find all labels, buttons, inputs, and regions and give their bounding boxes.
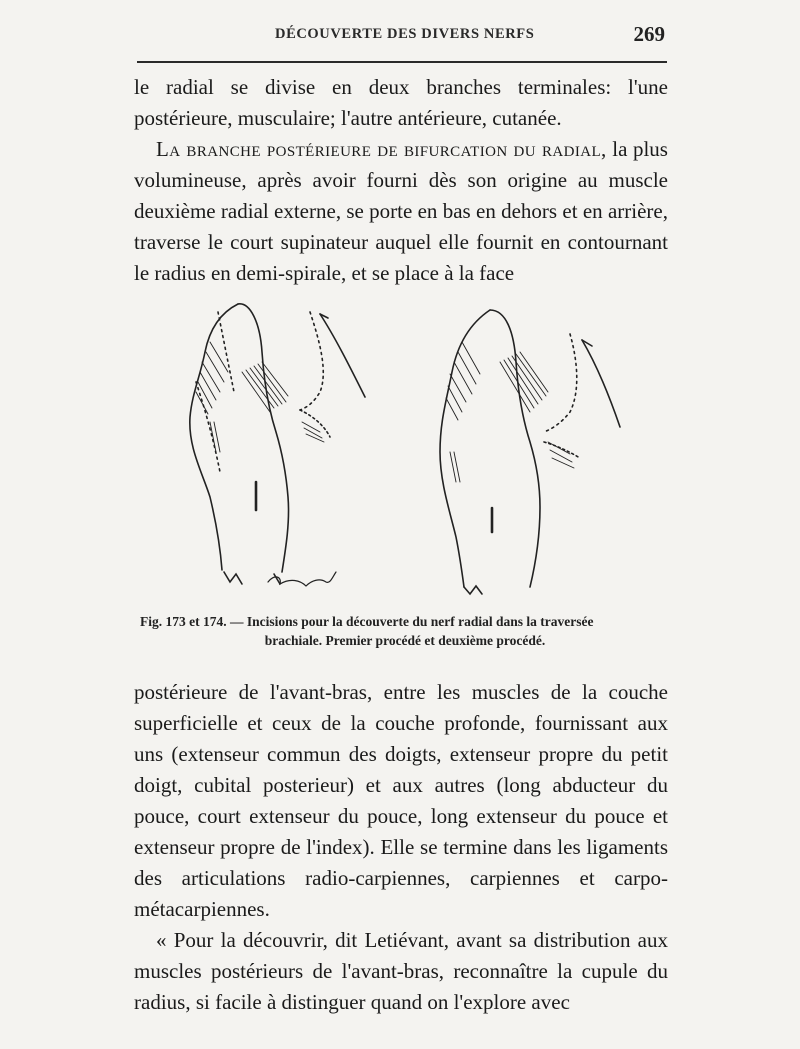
- paragraph-1: le radial se divise en deux branches terminales: l'une postérieure, musculaire; l'autre antérieure, cutanée.: [134, 75, 668, 130]
- hatching-left: [196, 342, 324, 452]
- caption-line-2: brachiale. Premier procédé et deuxième procédé.: [264, 633, 546, 648]
- text-block-top: [134, 72, 668, 289]
- figure-illustration: [150, 282, 670, 612]
- hatching-right: [446, 342, 574, 482]
- caption-line-1: Fig. 173 et 174. — Incisions pour la découverte du nerf radial dans la traversée: [140, 614, 594, 629]
- header-rule: [137, 61, 667, 63]
- artist-signature: [268, 572, 336, 586]
- arm-drawing-right: [440, 310, 620, 594]
- paragraph-2: [134, 134, 668, 289]
- paragraph-3: postérieure de l'avant-bras, entre les muscles de la couche superficielle et ceux de la couche profonde, fournissant aux uns (extenseur commun des doigts, extenseur propre du petit doigt, cubital posterieur) et aux autres (long abducteur du pouce, court extenseur du pouce, long extenseur du pouce et extenseur propre de l'index). Elle se termine dans les ligaments des articulations radio-carpiennes, carpiennes et carpo-métacarpiennes.: [134, 680, 668, 921]
- arm-drawing-left: [190, 304, 365, 584]
- text-block-bottom: [134, 677, 668, 1018]
- running-head: [135, 22, 665, 52]
- arm-drawings: [150, 282, 670, 612]
- paragraph-4: « Pour la découvrir, dit Letiévant, avant sa distribution aux muscles postérieurs de l'avant-bras, reconnaître la cupule du radius, si facile à distinguer quand on l'explore avec: [134, 928, 668, 1014]
- page-number: 269: [633, 22, 665, 46]
- figure-caption: [140, 612, 670, 650]
- running-title: DÉCOUVERTE DES DIVERS NERFS: [275, 26, 535, 42]
- paragraph-2-text: la plus volumineuse, après avoir fourni dès son origine au muscle deuxième radial externe, se porte en bas en dehors et en arrière, traverse le court supinateur auquel elle fournit en contournant le radius en demi-spirale, et se place à la face: [134, 137, 668, 285]
- paragraph-2-lead: La branche postérieure de bifurcation du radial,: [156, 137, 607, 161]
